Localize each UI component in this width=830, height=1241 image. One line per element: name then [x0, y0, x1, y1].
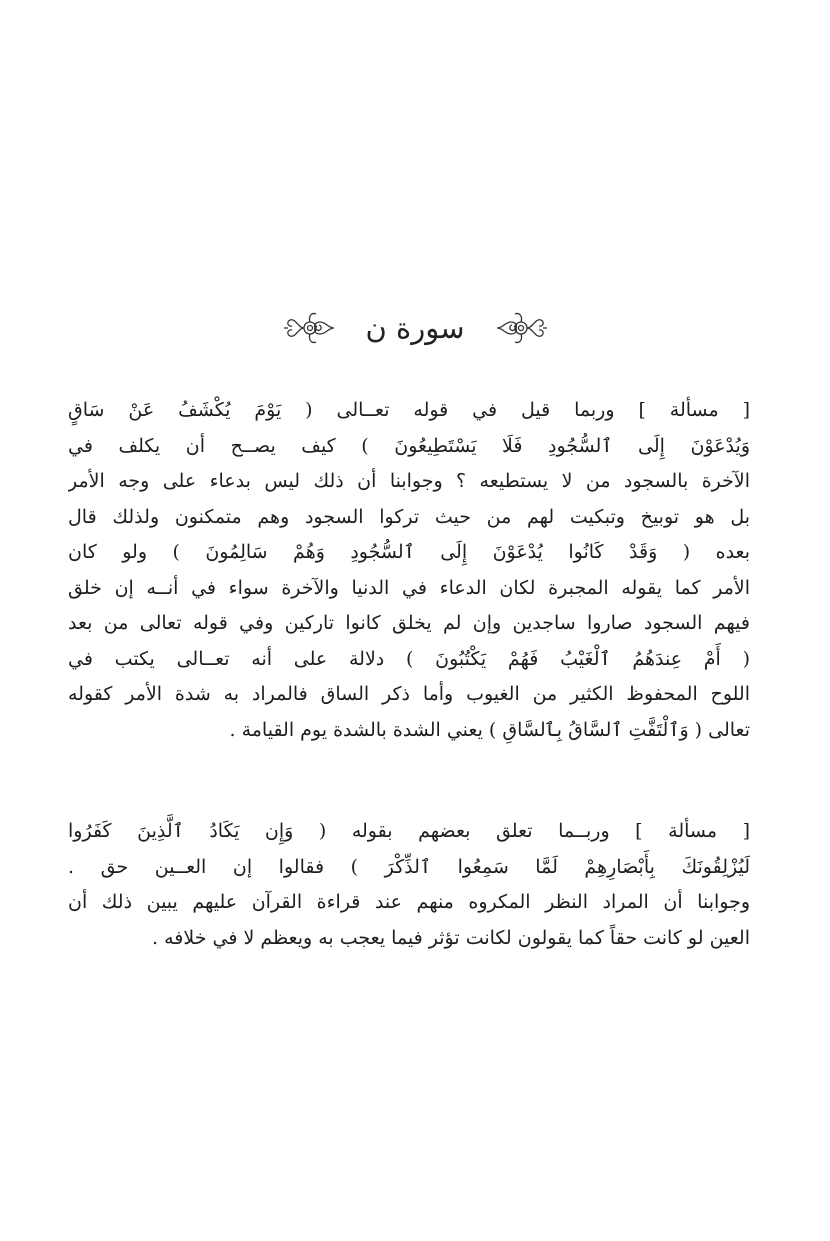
text-line: الآخرة بالسجود من لا يستطيعه ؟ وجوابنا أن ذلك ليس بدعاء على وجه الأمر	[68, 470, 750, 492]
text-line: [ مسألة ] وربــما تعلق بعضهم بقوله ( وَإِن يَكَادُ ٱلَّذِينَ كَفَرُوا	[68, 820, 750, 842]
text-line: الأمر كما يقوله المجبرة لكان الدعاء في الدنيا والآخرة سواء في أنــه إن خلق	[68, 576, 750, 599]
text-line: وجوابنا أن المراد النظر المكروه منهم عند قراءة القرآن عليهم يبين ذلك أن	[68, 891, 750, 913]
text-line: وَيُدْعَوْنَ إِلَى ٱلسُّجُودِ فَلَا يَسْتَطِيعُونَ ) كيف يصــح أن يكلف في	[68, 434, 750, 457]
text-line: بل هو توبيخ وتبكيت لهم من حيث تركوا السجود وهم متمكنون ولذلك قال	[68, 505, 750, 528]
text-line: تعالى ( وَٱلْتَفَّتِ ٱلسَّاقُ بِٱلسَّاقِ ) يعني الشدة بالشدة يوم القيامة .	[229, 718, 750, 741]
text-line: ( أَمْ عِندَهُمُ ٱلْغَيْبُ فَهُمْ يَكْتُبُونَ ) دلالة على أنه تعــالى يكتب في	[68, 647, 750, 670]
surah-header	[0, 302, 830, 354]
text-line: لَيُزْلِقُونَكَ بِأَبْصَارِهِمْ لَمَّا سَمِعُوا ٱلذِّكْرَ ) فقالوا إن العــين حق .	[68, 855, 750, 878]
text-line: بعده ( وَقَدْ كَانُوا يُدْعَوْنَ إِلَى ٱلسُّجُودِ وَهُمْ سَالِمُونَ ) ولو كان	[68, 541, 750, 563]
left-ornament-icon	[282, 305, 338, 351]
paragraph-1	[68, 393, 750, 748]
surah-title: سورة ن	[365, 311, 465, 345]
text-line: اللوح المحفوظ الكثير من الغيوب وأما ذكر الساق فالمراد به شدة الأمر كقوله	[68, 683, 750, 705]
right-ornament-icon	[493, 305, 549, 351]
paragraph-2	[68, 814, 750, 956]
text-line: العين لو كانت حقاً كما يقولون لكانت تؤثر فيما يعجب به ويعظم لا في خلافه .	[152, 926, 750, 949]
text-line: فيهم السجود صاروا ساجدين وإن لم يخلق كانوا تاركين وفي قوله تعالى من بعد	[68, 612, 750, 634]
text-line: [ مسألة ] وربما قيل في قوله تعــالى ( يَوْمَ يُكْشَفُ عَنْ سَاقٍ	[68, 399, 750, 421]
